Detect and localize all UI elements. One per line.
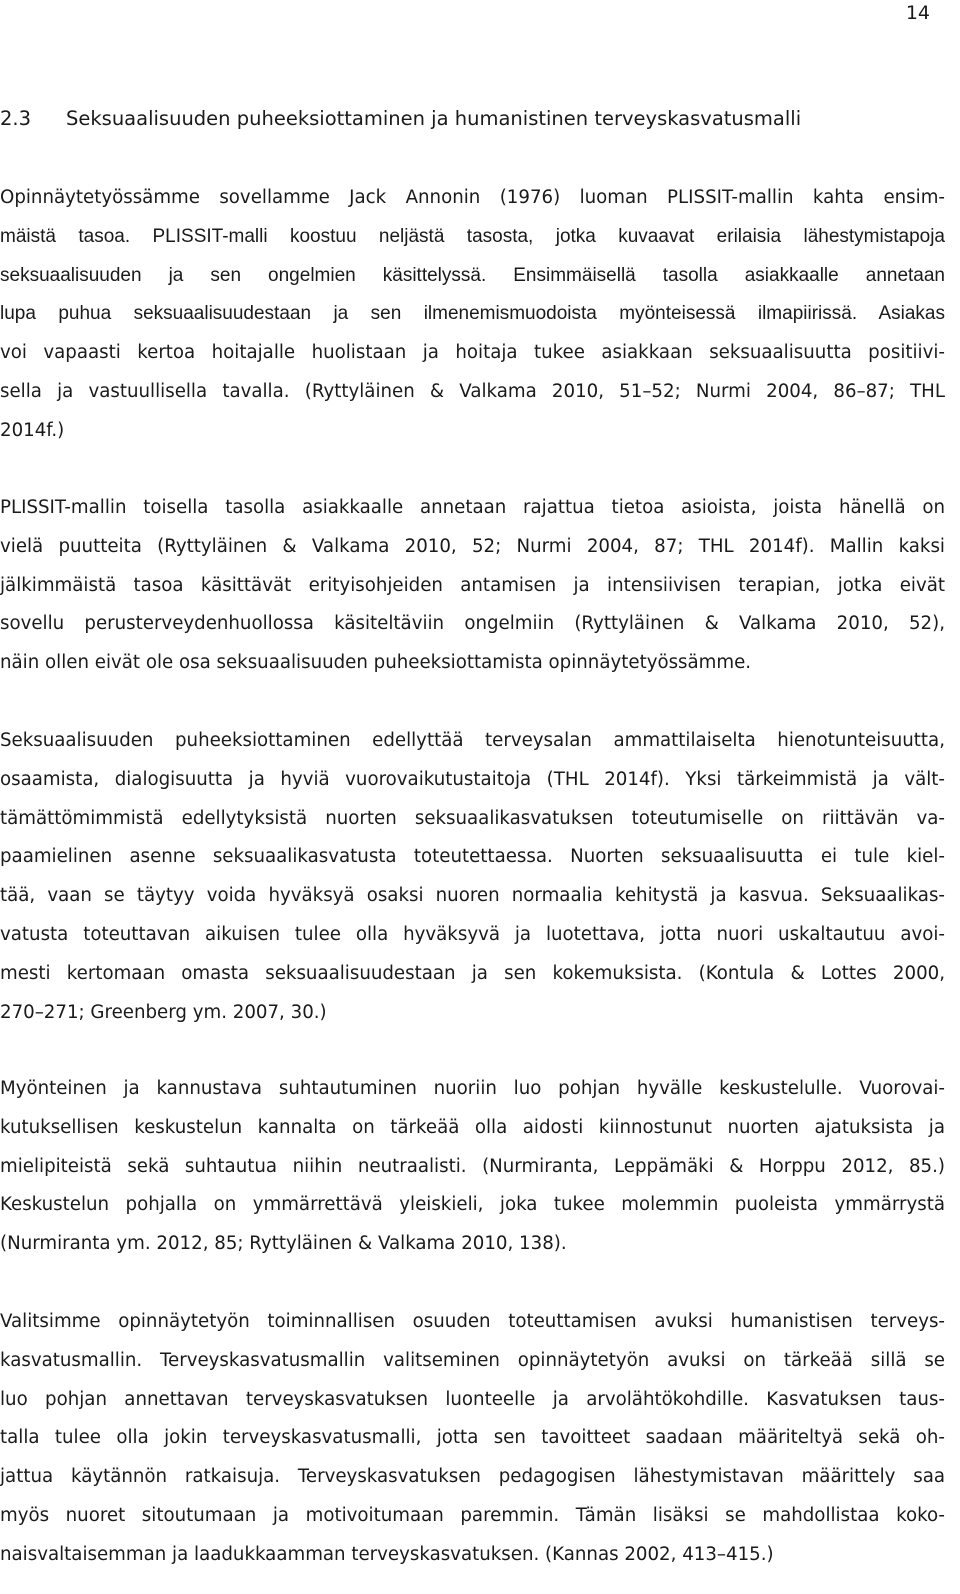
paragraph-line: mesti kertomaan omasta seksuaalisuudestaan ja sen kokemuksista. (Kontula & Lottes 2000,: [0, 962, 945, 984]
paragraph-line: 270–271; Greenberg ym. 2007, 30.): [0, 1001, 327, 1023]
paragraph-line: Valitsimme opinnäytetyön toiminnallisen osuuden toteuttamisen avuksi humanistisen terveys-: [0, 1311, 945, 1332]
page-number: 14: [905, 2, 930, 24]
paragraph-line: jälkimmäistä tasoa käsittävät erityisohjeiden antamisen ja intensiivisen terapian, jotka eivät: [0, 574, 945, 596]
paragraph-line: Myönteinen ja kannustava suhtautuminen nuoriin luo pohjan hyvälle keskustelulle. Vuorovai-: [0, 1078, 945, 1099]
paragraph-line: PLISSIT-mallin toisella tasolla asiakkaalle annetaan rajattua tietoa asioista, joista hänellä on: [0, 497, 945, 518]
paragraph-line: lupa puhua seksuaalisuudestaan ja sen ilmenemismuodoista myönteisessä ilmapiirissä. Asiakas: [0, 303, 945, 325]
paragraph-2: [0, 489, 945, 683]
paragraph-line: tää, vaan se täytyy voida hyväksyä osaksi nuoren normaalia kehitystä ja kasvua. Seksuaalikas-: [0, 885, 945, 907]
paragraph-line: kasvatusmallin. Terveyskasvatusmallin valitseminen opinnäytetyön avuksi on tärkeää sillä se: [0, 1349, 945, 1371]
section-number: 2.3: [0, 107, 32, 130]
paragraph-line: 2014f.): [0, 419, 65, 441]
paragraph-line: kutuksellisen keskustelun kannalta on tärkeää olla aidosti kiinnostunut nuorten ajatuksista ja: [0, 1116, 945, 1138]
paragraph-line: myös nuoret sitoutumaan ja motivoitumaan paremmin. Tämän lisäksi se mahdollistaa koko-: [0, 1504, 945, 1526]
paragraph-5: [0, 1303, 945, 1575]
paragraph-line: vielä puutteita (Ryttyläinen & Valkama 2010, 52; Nurmi 2004, 87; THL 2014f). Mallin kaksi: [0, 535, 945, 557]
paragraph-line: seksuaalisuuden ja sen ongelmien käsittelyssä. Ensimmäisellä tasolla asiakkaalle annetaan: [0, 264, 945, 286]
paragraph-line: Opinnäytetyössämme sovellamme Jack Annonin (1976) luoman PLISSIT-mallin kahta ensim-: [0, 187, 945, 208]
paragraph-line: sella ja vastuullisella tavalla. (Ryttyläinen & Valkama 2010, 51–52; Nurmi 2004, 86–87; THL: [0, 380, 945, 402]
paragraph-1: [0, 179, 945, 451]
paragraph-line: naisvaltaisemman ja laadukkaamman terveyskasvatuksen. (Kannas 2002, 413–415.): [0, 1543, 774, 1565]
paragraph-line: talla tulee olla jokin terveyskasvatusmalli, jotta sen tavoitteet saadaan määriteltyä sekä oh-: [0, 1427, 945, 1449]
paragraph-line: mielipiteistä sekä suhtautua niihin neutraalisti. (Nurmiranta, Leppämäki & Horppu 2012, 85.): [0, 1155, 945, 1177]
paragraph-line: (Nurmiranta ym. 2012, 85; Ryttyläinen & Valkama 2010, 138).: [0, 1233, 567, 1255]
paragraph-line: voi vapaasti kertoa hoitajalle huolistaan ja hoitaja tukee asiakkaan seksuaalisuutta positiivi-: [0, 342, 945, 364]
paragraph-line: vatusta toteuttavan aikuisen tulee olla hyväksyvä ja luotettava, jotta nuori uskaltautuu avoi-: [0, 923, 945, 945]
section-heading: [0, 107, 801, 130]
paragraph-line: luo pohjan annettavan terveyskasvatuksen luonteelle ja arvolähtökohdille. Kasvatuksen taus-: [0, 1388, 945, 1410]
section-title: Seksuaalisuuden puheeksiottaminen ja humanistinen terveyskasvatusmalli: [66, 107, 802, 130]
paragraph-line: mäistä tasoa. PLISSIT-malli koostuu neljästä tasosta, jotka kuvaavat erilaisia lähestymistapoja: [0, 225, 945, 247]
paragraph-line: näin ollen eivät ole osa seksuaalisuuden puheeksiottamista opinnäytetyössämme.: [0, 652, 752, 674]
paragraph-line: jattua käytännön ratkaisuja. Terveyskasvatuksen pedagogisen lähestymistavan määrittely saa: [0, 1466, 945, 1488]
paragraph-line: Seksuaalisuuden puheeksiottaminen edellyttää terveysalan ammattilaiselta hienotunteisuutta,: [0, 730, 945, 751]
paragraph-line: tämättömimmistä edellytyksistä nuorten seksuaalikasvatuksen toteutumiselle on riittävän va-: [0, 807, 945, 829]
paragraph-line: sovellu perusterveydenhuollossa käsiteltäviin ongelmiin (Ryttyläinen & Valkama 2010, 52),: [0, 613, 945, 635]
paragraph-3: [0, 722, 945, 1032]
paragraph-line: osaamista, dialogisuutta ja hyviä vuorovaikutustaitoja (THL 2014f). Yksi tärkeimmistä ja vält-: [0, 768, 945, 790]
paragraph-line: paamielinen asenne seksuaalikasvatusta toteutettaessa. Nuorten seksuaalisuutta ei tule kiel-: [0, 846, 945, 868]
paragraph-line: Keskustelun pohjalla on ymmärrettävä yleiskieli, joka tukee molemmin puoleista ymmärrystä: [0, 1194, 945, 1216]
paragraph-4: [0, 1070, 945, 1264]
